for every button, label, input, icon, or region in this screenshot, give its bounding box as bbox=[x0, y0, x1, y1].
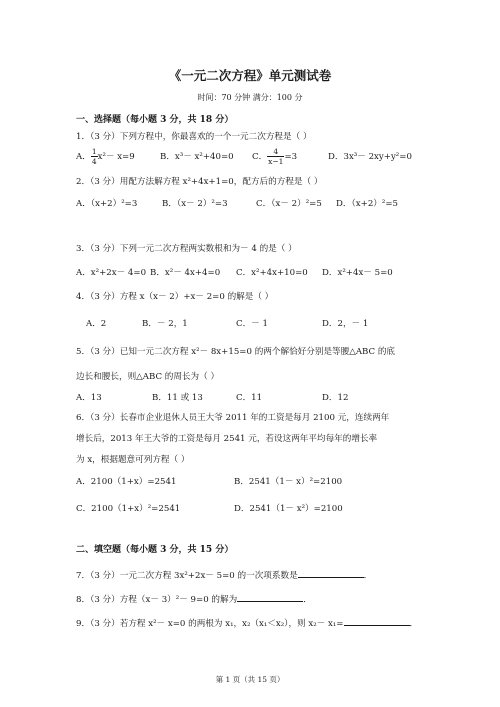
question-5-stem-line-1: 5．（3 分）已知一元二次方程 x²－ 8x+15=0 的两个解恰好分别是等腰△ABC 的底 bbox=[76, 347, 396, 357]
question-3-stem: 3．（3 分）下列一元二次方程两实数根和为－ 4 的是（ ） bbox=[76, 244, 297, 254]
question-8-stem: 8．（3 分）方程（x－ 3）²－ 9=0 的解为 bbox=[76, 595, 238, 605]
question-2-option-d: D．（x+2）²=5 bbox=[336, 199, 398, 209]
question-6-option-a: A．2100（1+x）=2541 bbox=[76, 477, 177, 487]
exam-time-and-score: 时间：70 分钟 满分：100 分 bbox=[197, 93, 303, 102]
question-4-stem: 4．（3 分）方程 x（x－ 2）+x－ 2=0 的解是（ ） bbox=[76, 292, 274, 302]
question-end-mark: ． bbox=[409, 619, 419, 629]
question-end-mark: ． bbox=[363, 571, 373, 581]
question-6-option-c: C．2100（1+x）²=2541 bbox=[76, 504, 181, 514]
fraction-numerator: 1 bbox=[91, 147, 97, 156]
question-6-stem-line-1: 6．（3 分）长春市企业退休人员王大爷 2011 年的工资是每月 2100 元，连续两年 bbox=[76, 413, 390, 423]
option-label: C． bbox=[252, 152, 268, 162]
question-1-option-d: D．3x³－ 2xy+y²=0 bbox=[328, 152, 412, 162]
question-9-stem: 9．（3 分）若方程 x²－ x=0 的两根为 x₁，x₂（x₁＜x₂），则 x₂－ x₁= bbox=[76, 619, 344, 629]
fraction-denominator: x−1 bbox=[268, 157, 284, 166]
question-4-option-d: D．2，－ 1 bbox=[322, 319, 369, 329]
option-text: x²－ x=9 bbox=[97, 152, 135, 162]
question-6-stem-line-3: 为 x，根据题意可列方程（ ） bbox=[76, 455, 190, 465]
question-4-option-b: B．－ 2，1 bbox=[142, 319, 188, 329]
question-8 bbox=[76, 592, 312, 606]
section-1-heading: 一、选择题（每小题 3 分，共 18 分） bbox=[76, 115, 234, 125]
question-5-option-c: C．11 bbox=[236, 393, 263, 403]
question-5-option-d: D．12 bbox=[322, 393, 349, 403]
answer-blank[interactable] bbox=[298, 568, 364, 578]
question-5-option-b: B．11 或 13 bbox=[152, 393, 203, 403]
question-4-option-c: C．－ 1 bbox=[236, 319, 268, 329]
page-title: 《一元二次方程》单元测试卷 bbox=[168, 68, 332, 83]
question-7-stem: 7．（3 分）一元二次方程 3x²+2x－ 5=0 的一次项系数是 bbox=[76, 571, 298, 581]
question-1-option-a bbox=[76, 147, 135, 166]
answer-blank[interactable] bbox=[344, 616, 410, 626]
section-2-heading: 二、填空题（每小题 3 分，共 15 分） bbox=[76, 545, 234, 555]
answer-blank[interactable] bbox=[237, 592, 303, 602]
question-2-stem: 2．（3 分）用配方法解方程 x²+4x+1=0，配方后的方程是（ ） bbox=[76, 177, 323, 187]
question-6-option-b: B．2541（1－ x）²=2100 bbox=[234, 477, 343, 487]
question-1-stem: 1．（3 分）下列方程中，你最喜欢的一个一元二次方程是（ ） bbox=[76, 132, 312, 142]
question-4-option-a: A．2 bbox=[86, 319, 107, 329]
question-1-option-b: B．x³－ x²+40=0 bbox=[160, 152, 234, 162]
question-6-stem-line-2: 增长后，2013 年王大爷的工资是每月 2541 元，若设这两年平均每年的增长率 bbox=[76, 434, 378, 444]
question-end-mark: ． bbox=[303, 595, 312, 605]
fraction-denominator: 4 bbox=[91, 157, 97, 166]
question-5-option-a: A．13 bbox=[76, 393, 102, 403]
option-label: A． bbox=[76, 152, 91, 162]
fraction bbox=[91, 147, 98, 166]
question-3-option-d: D．x²+4x－ 5=0 bbox=[322, 268, 393, 278]
question-3-option-c: C．x²+4x+10=0 bbox=[236, 268, 308, 278]
question-2-option-c: C．（x－ 2）²=5 bbox=[256, 199, 322, 209]
question-7 bbox=[76, 568, 372, 582]
question-6-option-d: D．2541（1－ x²）=2100 bbox=[234, 504, 343, 514]
question-3-option-b: B．x²－ 4x+4=0 bbox=[150, 268, 221, 278]
question-9 bbox=[76, 616, 418, 630]
page-footer: 第 1 页（共 15 页） bbox=[215, 675, 285, 684]
option-text: =3 bbox=[284, 152, 298, 162]
question-1-option-c bbox=[252, 147, 297, 166]
question-2-option-b: B．（x－ 2）²=3 bbox=[162, 199, 228, 209]
question-5-stem-line-2: 边长和腰长，则△ABC 的周长为（ ） bbox=[76, 372, 220, 382]
question-2-option-a: A．（x+2）²=3 bbox=[76, 199, 138, 209]
fraction bbox=[267, 147, 284, 166]
fraction-numerator: 4 bbox=[267, 147, 284, 157]
question-3-option-a: A．x²+2x－ 4=0 bbox=[76, 268, 147, 278]
